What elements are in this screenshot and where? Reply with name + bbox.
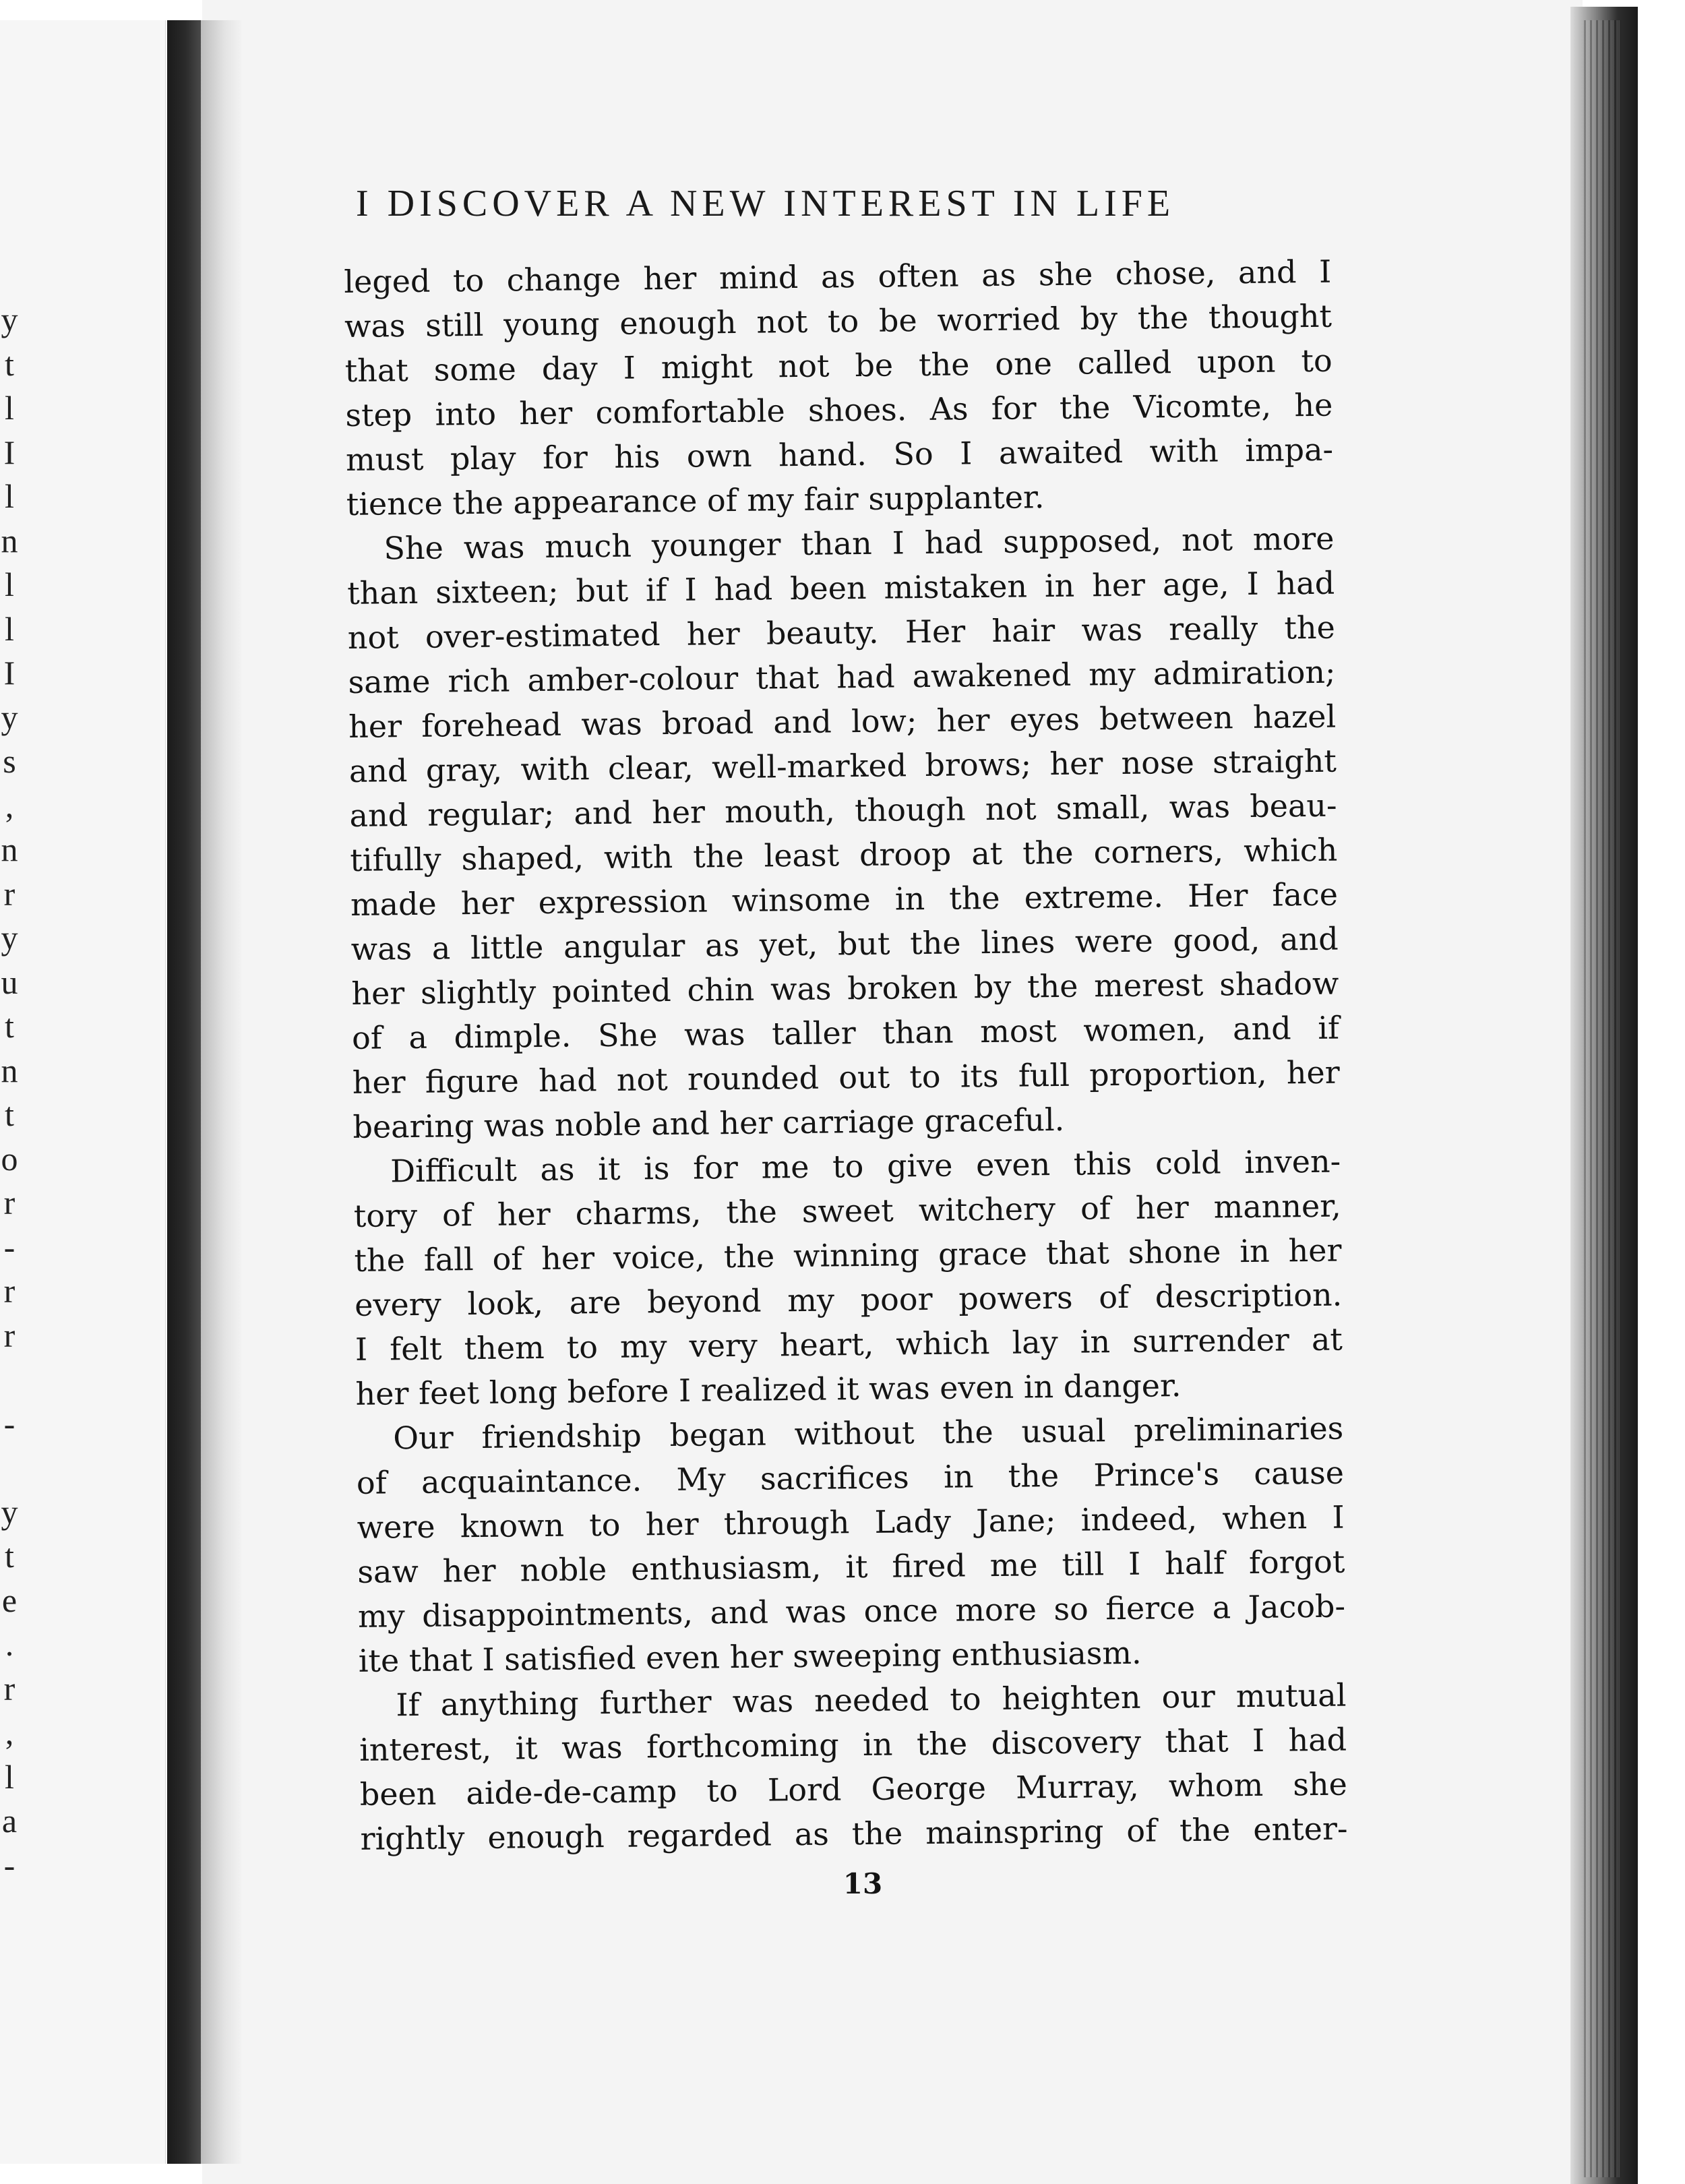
left-page-fragment: t (5, 1537, 14, 1575)
text-line: the fall of her voice, the winning grace that shone in her (354, 1232, 1342, 1279)
text-line: her slightly pointed chin was broken by the merest shadow (351, 965, 1339, 1012)
left-page-fragment: . (5, 1625, 14, 1663)
left-page-fragment: t (5, 1007, 14, 1045)
left-page-fragment: r (3, 1669, 16, 1707)
text-line: was a little angular as yet, but the lines were good, and (350, 920, 1339, 967)
text-line: her feet long before I realized it was even in danger. (355, 1367, 1182, 1412)
text-line: same rich amber-colour that had awakened my admiration; (348, 653, 1336, 700)
left-page-fragment: - (3, 1846, 16, 1884)
page-number: 13 (842, 1867, 883, 1900)
left-page-fragment (0, 1358, 19, 1402)
text-line: and gray, with clear, well-marked brows; her nose straight (348, 742, 1337, 789)
text-line: my disappointments, and was once more so fierce a Jacob- (357, 1587, 1346, 1635)
page-edges-texture (1584, 20, 1621, 2177)
text-line: bearing was noble and her carriage graceful. (353, 1101, 1065, 1145)
left-page-fragment: l (5, 1757, 14, 1796)
left-page-fragment: , (5, 786, 14, 824)
left-page-fragment: t (5, 344, 14, 383)
text-line: and regular; and her mouth, though not small, was beau- (349, 787, 1337, 834)
text-line: leged to change her mind as often as she chose, and I (344, 253, 1332, 300)
text-line: of acquaintance. My sacrifices in the Prince's cause (356, 1454, 1345, 1501)
left-page-text-fragments (0, 298, 19, 1887)
left-page-fragment: y (1, 1492, 18, 1531)
text-line: Our friendship began without the usual preliminaries (393, 1409, 1344, 1457)
left-page-fragment: l (5, 566, 14, 603)
left-page (0, 20, 166, 2164)
text-line: were known to her through Lady Jane; indeed, when I (357, 1498, 1345, 1546)
text-line: tifully shaped, with the least droop at the corners, which (350, 831, 1338, 878)
text-line: saw her noble enthusiasm, it fired me till I half forgot (357, 1543, 1345, 1590)
text-line: not over-estimated her beauty. Her hair was really the (347, 609, 1336, 656)
gutter-shadow (201, 20, 241, 2164)
text-line: her figure had not rounded out to its full proportion, her (352, 1054, 1340, 1101)
left-page-fragment: l (5, 389, 14, 427)
left-page-fragment: - (3, 1404, 16, 1443)
text-line: than sixteen; but if I had been mistaken in her age, I had (346, 564, 1335, 611)
text-line: was still young enough not to be worried by the thought (344, 297, 1332, 344)
left-page-fragment: t (5, 1095, 14, 1133)
left-page-fragment: n (1, 1051, 18, 1089)
text-line: that some day I might not be the one called upon to (344, 342, 1332, 389)
text-line: I felt them to my very heart, which lay in surrender at (355, 1321, 1343, 1368)
left-page-fragment: e (1, 1581, 18, 1619)
text-line: ite that I satisfied even her sweeping enthusiasm. (358, 1634, 1142, 1679)
left-page-fragment: y (1, 919, 18, 957)
left-page-fragment (0, 1446, 19, 1490)
left-page-fragment: I (3, 433, 16, 471)
text-line: tory of her charms, the sweet witchery of her manner, (353, 1187, 1342, 1234)
text-line: must play for his own hand. So I awaited with impa- (345, 431, 1334, 478)
left-page-fragment: , (5, 1713, 14, 1751)
left-page-fragment: y (1, 698, 18, 736)
text-line: rightly enough regarded as the mainspring of the enter- (360, 1810, 1348, 1857)
left-page-fragment: s (3, 742, 16, 780)
text-line: every look, are beyond my poor powers of description. (354, 1276, 1343, 1323)
text-line: Difficult as it is for me to give even this cold inven- (390, 1143, 1341, 1190)
text-line: of a dimple. She was taller than most women, and if (351, 1009, 1340, 1056)
left-page-fragment: r (3, 874, 16, 913)
body-text (344, 249, 1348, 1861)
left-page-fragment: l (5, 477, 14, 515)
left-page-fragment: - (3, 1227, 16, 1266)
text-line: She was much younger than I had supposed, not more (384, 520, 1335, 567)
text-line: interest, it was forthcoming in the discovery that I had (359, 1721, 1347, 1768)
text-line: been aide-de-camp to Lord George Murray, whom she (359, 1765, 1348, 1813)
left-page-fragment: I (3, 654, 16, 692)
left-page-fragment: n (1, 830, 18, 868)
left-page-fragment: o (1, 1139, 18, 1178)
text-line: step into her comfortable shoes. As for the Vicomte, he (345, 386, 1333, 433)
left-page-fragment: a (1, 1802, 18, 1840)
left-page-fragment: r (3, 1316, 16, 1354)
text-line: tience the appearance of my fair supplanter. (346, 479, 1045, 522)
text-line: made her expression winsome in the extreme. Her face (350, 876, 1339, 923)
text-line: If anything further was needed to heighten our mutual (396, 1676, 1347, 1724)
text-line: her forehead was broad and low; her eyes between hazel (348, 698, 1337, 745)
left-page-fragment: n (1, 521, 18, 559)
left-page-fragment: u (1, 963, 18, 1001)
left-page-fragment: l (5, 609, 14, 648)
book-gutter (167, 20, 201, 2164)
left-page-fragment: r (3, 1184, 16, 1221)
left-page-fragment: r (3, 1272, 16, 1310)
running-head: I DISCOVER A NEW INTEREST IN LIFE (356, 183, 1175, 224)
left-page-fragment: y (1, 301, 18, 338)
